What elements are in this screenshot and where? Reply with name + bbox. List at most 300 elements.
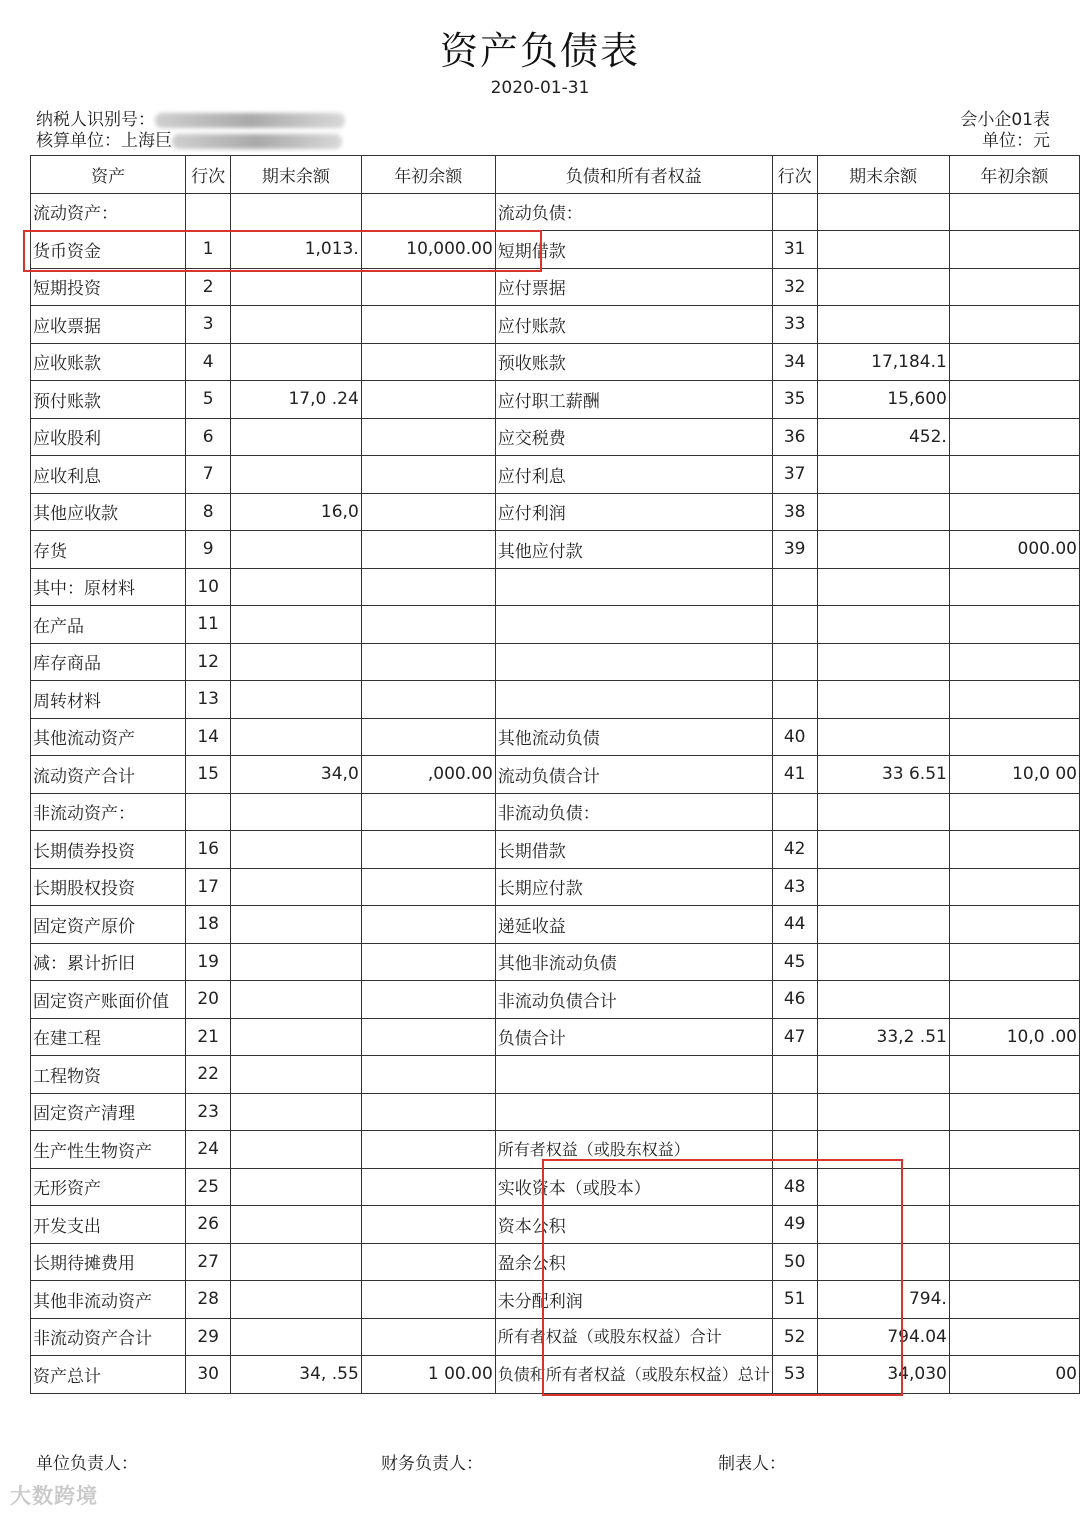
header-assets: 资产 [31,156,186,194]
asset-line-no: 2 [186,268,231,306]
asset-ending-balance [230,831,361,869]
asset-beginning-balance [361,306,495,344]
asset-ending-balance [230,1243,361,1281]
asset-line-no: 27 [186,1243,231,1281]
liability-beginning-balance [949,1056,1079,1094]
liability-ending-balance [817,868,949,906]
liability-beginning-balance [949,606,1079,644]
table-row [31,231,1080,269]
liability-label: 非流动负债： [495,793,772,831]
liability-label: 其他非流动负债 [495,943,772,981]
asset-beginning-balance [361,193,495,231]
asset-beginning-balance [361,943,495,981]
liability-label: 所有者权益（或股东权益） [495,1131,772,1169]
liability-label: 实收资本（或股本） [495,1168,772,1206]
asset-ending-balance [230,1018,361,1056]
liability-beginning-balance: 00 [949,1356,1079,1394]
preparer-signature: 制表人： [718,1454,786,1474]
liability-beginning-balance [949,568,1079,606]
report-title: 资产负债表 [439,29,640,73]
liability-line-no [772,568,817,606]
asset-label: 在建工程 [31,1018,186,1056]
liability-ending-balance: 17,184.1 [817,343,949,381]
liability-label [495,1093,772,1131]
liability-label [495,681,772,719]
asset-line-no: 30 [186,1356,231,1394]
table-row [31,1318,1080,1356]
liability-beginning-balance [949,1281,1079,1319]
liability-ending-balance [817,306,949,344]
liability-label: 应付利息 [495,456,772,494]
liability-beginning-balance [949,681,1079,719]
asset-label: 应收利息 [31,456,186,494]
liability-line-no: 35 [772,381,817,419]
liability-beginning-balance [949,831,1079,869]
asset-line-no: 26 [186,1206,231,1244]
table-row [31,418,1080,456]
liability-ending-balance [817,1093,949,1131]
asset-ending-balance: 1,013. [230,231,361,269]
asset-beginning-balance [361,681,495,719]
liability-line-no [772,1056,817,1094]
liability-label: 其他应付款 [495,531,772,569]
liability-beginning-balance: 000.00 [949,531,1079,569]
asset-ending-balance [230,418,361,456]
liability-beginning-balance [949,906,1079,944]
table-row [31,268,1080,306]
liability-beginning-balance [949,418,1079,456]
asset-line-no: 21 [186,1018,231,1056]
asset-beginning-balance: ,000.00 [361,756,495,794]
asset-beginning-balance [361,343,495,381]
asset-label: 应收股利 [31,418,186,456]
liability-beginning-balance [949,1318,1079,1356]
asset-label: 流动资产： [31,193,186,231]
asset-line-no: 10 [186,568,231,606]
asset-beginning-balance [361,981,495,1019]
liability-ending-balance [817,456,949,494]
liability-beginning-balance [949,268,1079,306]
liability-line-no [772,643,817,681]
asset-ending-balance [230,606,361,644]
table-row [31,1056,1080,1094]
liability-ending-balance [817,1056,949,1094]
liability-ending-balance [817,1168,949,1206]
asset-beginning-balance [361,1168,495,1206]
asset-ending-balance [230,268,361,306]
liability-label: 其他流动负债 [495,718,772,756]
asset-ending-balance [230,1093,361,1131]
liability-beginning-balance [949,1243,1079,1281]
liability-ending-balance: 794. [817,1281,949,1319]
asset-label: 应收票据 [31,306,186,344]
liability-beginning-balance [949,981,1079,1019]
asset-line-no: 29 [186,1318,231,1356]
finance-head-signature: 财务负责人： [381,1454,483,1474]
asset-beginning-balance [361,1131,495,1169]
asset-label: 固定资产原价 [31,906,186,944]
asset-beginning-balance [361,268,495,306]
liability-line-no: 45 [772,943,817,981]
liability-beginning-balance [949,193,1079,231]
liability-ending-balance [817,681,949,719]
table-row [31,193,1080,231]
liability-ending-balance: 794.04 [817,1318,949,1356]
liability-beginning-balance [949,1206,1079,1244]
asset-beginning-balance [361,568,495,606]
liability-ending-balance: 34,030 [817,1356,949,1394]
asset-line-no: 3 [186,306,231,344]
asset-label: 工程物资 [31,1056,186,1094]
liability-label: 负债和所有者权益（或股东权益）总计 [495,1356,772,1394]
asset-ending-balance: 17,0 .24 [230,381,361,419]
asset-ending-balance [230,1318,361,1356]
asset-ending-balance [230,643,361,681]
liability-label: 递延收益 [495,906,772,944]
liability-label: 流动负债： [495,193,772,231]
asset-label: 库存商品 [31,643,186,681]
liability-line-no: 34 [772,343,817,381]
liability-line-no: 39 [772,531,817,569]
asset-label: 非流动资产： [31,793,186,831]
asset-ending-balance: 34, .55 [230,1356,361,1394]
report-meta-right [960,110,1050,152]
table-row [31,906,1080,944]
asset-ending-balance: 16,0 [230,493,361,531]
asset-ending-balance [230,456,361,494]
liability-label: 预收账款 [495,343,772,381]
liability-ending-balance [817,568,949,606]
currency-unit: 单位：元 [982,131,1050,151]
redacted-taxpayer-id [155,113,345,128]
asset-beginning-balance [361,793,495,831]
asset-beginning-balance [361,493,495,531]
liability-beginning-balance [949,343,1079,381]
table-row [31,1356,1080,1394]
table-row [31,868,1080,906]
asset-line-no: 4 [186,343,231,381]
table-row [31,718,1080,756]
liability-label: 盈余公积 [495,1243,772,1281]
asset-beginning-balance [361,1318,495,1356]
table-row [31,306,1080,344]
liability-ending-balance [817,943,949,981]
table-row [31,643,1080,681]
liability-line-no: 49 [772,1206,817,1244]
asset-ending-balance [230,793,361,831]
liability-line-no: 40 [772,718,817,756]
liability-ending-balance [817,1243,949,1281]
asset-ending-balance [230,681,361,719]
liability-ending-balance [817,606,949,644]
table-body [31,193,1080,1393]
liability-ending-balance: 33,2 .51 [817,1018,949,1056]
asset-label: 长期债券投资 [31,831,186,869]
asset-line-no: 24 [186,1131,231,1169]
header-line-no: 行次 [186,156,231,194]
asset-line-no: 18 [186,906,231,944]
liability-label: 应付职工薪酬 [495,381,772,419]
asset-label: 其他应收款 [31,493,186,531]
header-ending-balance: 期末余额 [230,156,361,194]
liability-line-no: 31 [772,231,817,269]
asset-label: 流动资产合计 [31,756,186,794]
asset-line-no: 6 [186,418,231,456]
liability-label: 所有者权益（或股东权益）合计 [495,1318,772,1356]
asset-beginning-balance: 10,000.00 [361,231,495,269]
liability-beginning-balance [949,1093,1079,1131]
liability-ending-balance [817,643,949,681]
table-row [31,1131,1080,1169]
liability-label: 应付账款 [495,306,772,344]
balance-sheet-table [30,155,1080,1394]
asset-line-no: 20 [186,981,231,1019]
liability-line-no: 44 [772,906,817,944]
liability-ending-balance [817,793,949,831]
header-beginning-balance: 年初余额 [361,156,495,194]
liability-line-no: 43 [772,868,817,906]
asset-beginning-balance [361,1093,495,1131]
asset-line-no: 7 [186,456,231,494]
liability-beginning-balance [949,381,1079,419]
asset-line-no: 1 [186,231,231,269]
liability-ending-balance [817,831,949,869]
asset-beginning-balance [361,1018,495,1056]
liability-label: 非流动负债合计 [495,981,772,1019]
asset-label: 资产总计 [31,1356,186,1394]
asset-line-no: 25 [186,1168,231,1206]
liability-ending-balance [817,1131,949,1169]
liability-beginning-balance [949,1168,1079,1206]
report-date: 2020-01-31 [490,78,590,98]
liability-label: 长期借款 [495,831,772,869]
liability-line-no: 42 [772,831,817,869]
asset-line-no: 8 [186,493,231,531]
asset-beginning-balance [361,606,495,644]
asset-label: 无形资产 [31,1168,186,1206]
liability-line-no [772,793,817,831]
asset-ending-balance [230,1206,361,1244]
asset-beginning-balance [361,831,495,869]
redacted-company-name [172,134,342,149]
asset-label: 预付账款 [31,381,186,419]
asset-label: 开发支出 [31,1206,186,1244]
asset-label: 固定资产账面价值 [31,981,186,1019]
asset-beginning-balance [361,418,495,456]
liability-beginning-balance [949,1131,1079,1169]
asset-beginning-balance [361,456,495,494]
asset-line-no: 5 [186,381,231,419]
asset-ending-balance [230,1168,361,1206]
asset-ending-balance [230,568,361,606]
table-row [31,1093,1080,1131]
asset-ending-balance [230,193,361,231]
form-code: 会小企01表 [960,110,1050,130]
asset-beginning-balance [361,1056,495,1094]
asset-line-no: 13 [186,681,231,719]
table-row [31,1206,1080,1244]
liability-ending-balance [817,193,949,231]
liability-ending-balance [817,231,949,269]
liability-label [495,1056,772,1094]
liability-ending-balance [817,906,949,944]
asset-label: 其他非流动资产 [31,1281,186,1319]
liability-line-no: 52 [772,1318,817,1356]
asset-ending-balance [230,906,361,944]
table-row [31,493,1080,531]
asset-label: 长期股权投资 [31,868,186,906]
liability-beginning-balance: 10,0 .00 [949,1018,1079,1056]
table-row [31,756,1080,794]
liability-line-no: 53 [772,1356,817,1394]
liability-label: 短期借款 [495,231,772,269]
asset-ending-balance [230,306,361,344]
asset-beginning-balance [361,906,495,944]
table-row [31,681,1080,719]
table-row [31,456,1080,494]
asset-line-no: 22 [186,1056,231,1094]
table-row [31,1243,1080,1281]
table-row [31,981,1080,1019]
liability-beginning-balance [949,943,1079,981]
liability-label: 应付利润 [495,493,772,531]
asset-line-no: 14 [186,718,231,756]
liability-ending-balance [817,718,949,756]
asset-label: 非流动资产合计 [31,1318,186,1356]
asset-beginning-balance [361,643,495,681]
asset-line-no: 17 [186,868,231,906]
liability-ending-balance: 33 6.51 [817,756,949,794]
asset-line-no: 28 [186,1281,231,1319]
asset-line-no [186,193,231,231]
table-row [31,606,1080,644]
table-row [31,1281,1080,1319]
header-beginning-balance: 年初余额 [949,156,1079,194]
liability-label: 应交税费 [495,418,772,456]
asset-beginning-balance [361,1281,495,1319]
asset-label: 其他流动资产 [31,718,186,756]
liability-ending-balance [817,531,949,569]
header-liabilities-equity: 负债和所有者权益 [495,156,772,194]
asset-line-no: 9 [186,531,231,569]
table-row [31,1018,1080,1056]
liability-label: 流动负债合计 [495,756,772,794]
liability-beginning-balance [949,793,1079,831]
liability-line-no [772,606,817,644]
table-row [31,568,1080,606]
liability-ending-balance [817,268,949,306]
asset-beginning-balance [361,1206,495,1244]
table-row [31,1168,1080,1206]
liability-label: 资本公积 [495,1206,772,1244]
table-header-row [31,156,1080,194]
table-row [31,943,1080,981]
asset-label: 货币资金 [31,231,186,269]
liability-beginning-balance [949,643,1079,681]
asset-line-no: 12 [186,643,231,681]
liability-beginning-balance [949,456,1079,494]
asset-label: 生产性生物资产 [31,1131,186,1169]
liability-line-no: 50 [772,1243,817,1281]
unit-head-signature: 单位负责人： [36,1454,138,1474]
watermark: 大数跨境 [10,1484,98,1508]
liability-line-no [772,1093,817,1131]
liability-line-no: 48 [772,1168,817,1206]
report-meta-left [36,110,345,152]
asset-ending-balance [230,868,361,906]
header-ending-balance: 期末余额 [817,156,949,194]
liability-ending-balance: 15,600 [817,381,949,419]
liability-label: 负债合计 [495,1018,772,1056]
asset-beginning-balance [361,1243,495,1281]
asset-ending-balance [230,1281,361,1319]
asset-ending-balance [230,981,361,1019]
taxpayer-id-label: 纳税人识别号： [36,110,155,130]
liability-line-no: 38 [772,493,817,531]
table-row [31,831,1080,869]
asset-line-no: 19 [186,943,231,981]
table-row [31,343,1080,381]
liability-ending-balance [817,493,949,531]
liability-line-no: 46 [772,981,817,1019]
accounting-unit-label: 核算单位：上海巨 [36,131,172,151]
asset-ending-balance [230,718,361,756]
asset-ending-balance [230,1131,361,1169]
liability-line-no: 47 [772,1018,817,1056]
liability-beginning-balance: 10,0 00 [949,756,1079,794]
liability-beginning-balance [949,868,1079,906]
asset-beginning-balance [361,868,495,906]
liability-line-no: 51 [772,1281,817,1319]
liability-line-no: 36 [772,418,817,456]
liability-line-no [772,681,817,719]
asset-label: 固定资产清理 [31,1093,186,1131]
liability-ending-balance [817,981,949,1019]
asset-beginning-balance: 1 00.00 [361,1356,495,1394]
liability-line-no [772,1131,817,1169]
table-row [31,381,1080,419]
liability-beginning-balance [949,493,1079,531]
table-row [31,793,1080,831]
liability-line-no: 37 [772,456,817,494]
asset-ending-balance [230,531,361,569]
asset-line-no: 11 [186,606,231,644]
asset-line-no: 15 [186,756,231,794]
liability-beginning-balance [949,718,1079,756]
asset-label: 减：累计折旧 [31,943,186,981]
asset-label: 在产品 [31,606,186,644]
asset-line-no [186,793,231,831]
header-line-no: 行次 [772,156,817,194]
asset-label: 短期投资 [31,268,186,306]
liability-ending-balance [817,1206,949,1244]
asset-beginning-balance [361,718,495,756]
asset-ending-balance [230,343,361,381]
asset-label: 长期待摊费用 [31,1243,186,1281]
asset-ending-balance [230,943,361,981]
liability-label: 未分配利润 [495,1281,772,1319]
liability-ending-balance: 452. [817,418,949,456]
liability-line-no: 32 [772,268,817,306]
asset-label: 应收账款 [31,343,186,381]
asset-beginning-balance [361,381,495,419]
asset-label: 存货 [31,531,186,569]
asset-line-no: 16 [186,831,231,869]
asset-label: 其中：原材料 [31,568,186,606]
liability-line-no [772,193,817,231]
liability-line-no: 41 [772,756,817,794]
liability-label [495,568,772,606]
